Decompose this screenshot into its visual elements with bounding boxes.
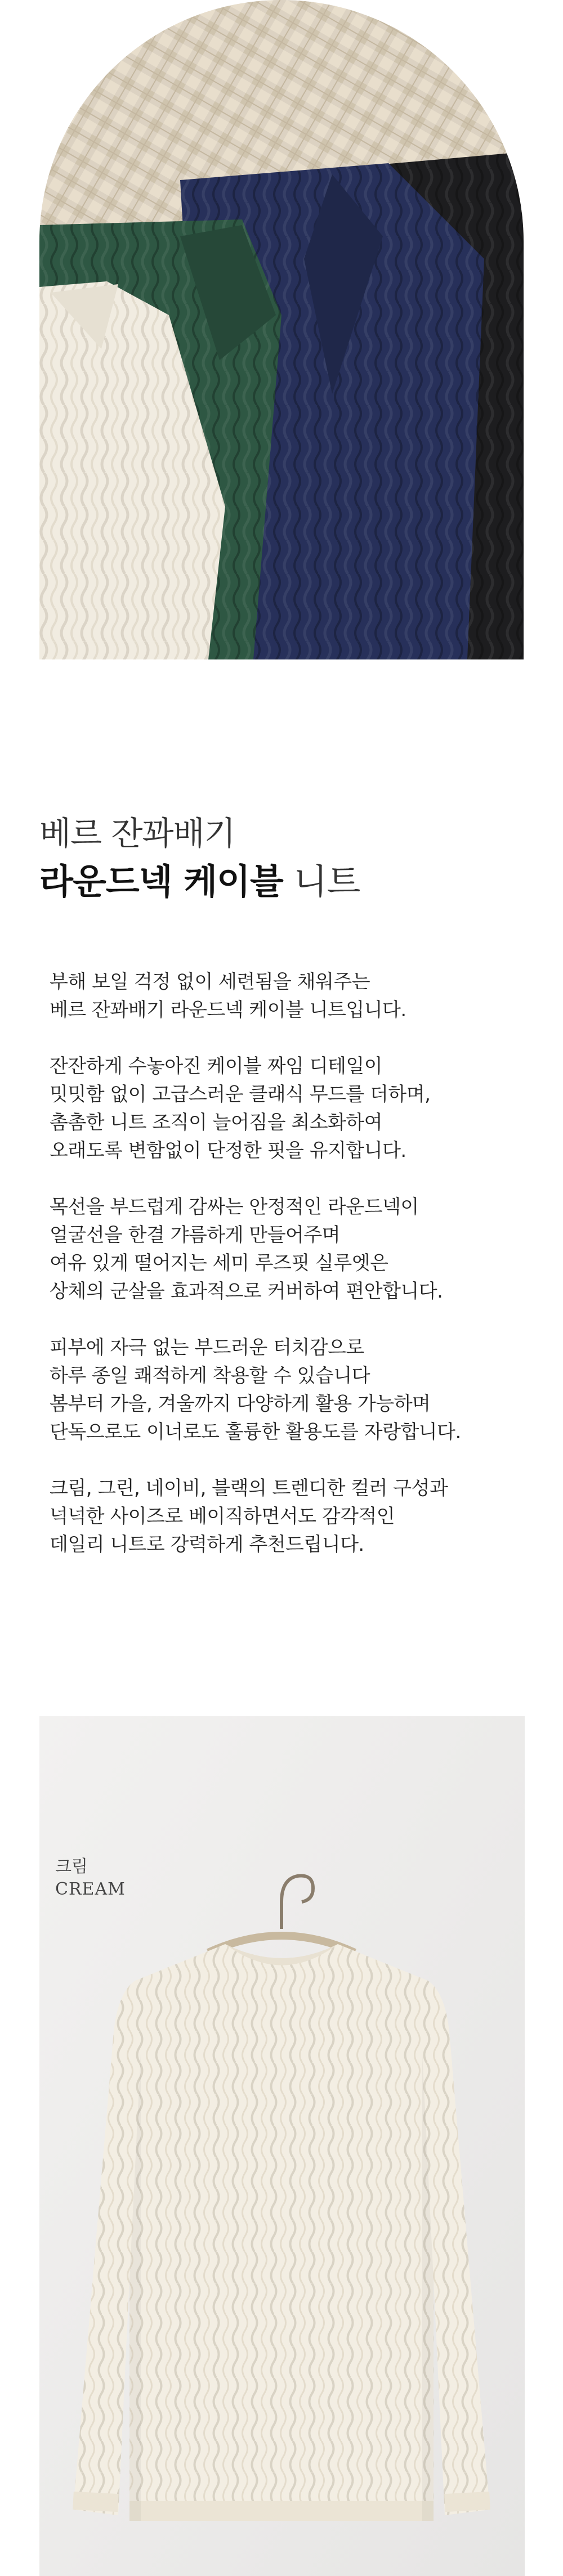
color-name-korean: 크림 [55,1857,88,1877]
description-line: 베르 잔꽈배기 라운드넥 케이블 니트입니다. [50,999,406,1021]
description-line: 부해 보일 걱정 없이 세련됨을 채워주는 [50,971,370,993]
description-line: 피부에 자극 없는 부드러운 터치감으로 [50,1336,364,1359]
description-line: 데일리 니트로 강력하게 추천드립니다. [50,1533,364,1556]
description-paragraph [50,1334,522,1446]
description-line: 크림, 그린, 네이비, 블랙의 트렌디한 컬러 구성과 [50,1477,448,1500]
color-name-english: CREAM [55,1879,126,1899]
description-paragraph [50,968,522,1024]
description-line: 잔잔하게 수놓아진 케이블 짜임 디테일이 [50,1055,383,1078]
description-line: 목선을 부드럽게 감싸는 안정적인 라운드넥이 [50,1196,419,1218]
description-line: 상체의 군살을 효과적으로 커버하여 편안합니다. [50,1280,443,1303]
product-title [39,810,524,907]
title-mainline [39,856,524,907]
color-label [55,1856,126,1901]
description-line: 얼굴선을 한결 갸름하게 만들어주며 [50,1224,341,1246]
description-line: 하루 종일 쾌적하게 착용할 수 있습니다 [50,1365,370,1387]
description-paragraph [50,1474,522,1559]
product-description [50,968,522,1587]
cream-sweater-on-hanger [39,1716,525,2576]
product-photo-cream [39,1716,525,2576]
description-paragraph [50,1193,522,1305]
title-subline: 베르 잔꽈배기 [39,814,235,852]
description-line: 밋밋함 없이 고급스러운 클래식 무드를 더하며, [50,1083,431,1106]
description-line: 단독으로도 이너로도 훌륭한 활용도를 자랑합니다. [50,1421,461,1443]
hero-photo [39,0,524,659]
title-light-part: 니트 [283,861,360,902]
description-line: 오래도록 변함없이 단정한 핏을 유지합니다. [50,1139,406,1162]
description-line: 여유 있게 떨어지는 세미 루즈핏 실루엣은 [50,1252,388,1274]
sweater-stack-illustration [39,0,524,659]
description-line: 촘촘한 니트 조직이 늘어짐을 최소화하여 [50,1111,383,1134]
description-line: 봄부터 가을, 겨울까지 다양하게 활용 가능하며 [50,1393,431,1415]
description-line: 넉넉한 사이즈로 베이직하면서도 감각적인 [50,1505,395,1528]
description-paragraph [50,1052,522,1165]
title-bold-part: 라운드넥 케이블 [39,861,283,902]
